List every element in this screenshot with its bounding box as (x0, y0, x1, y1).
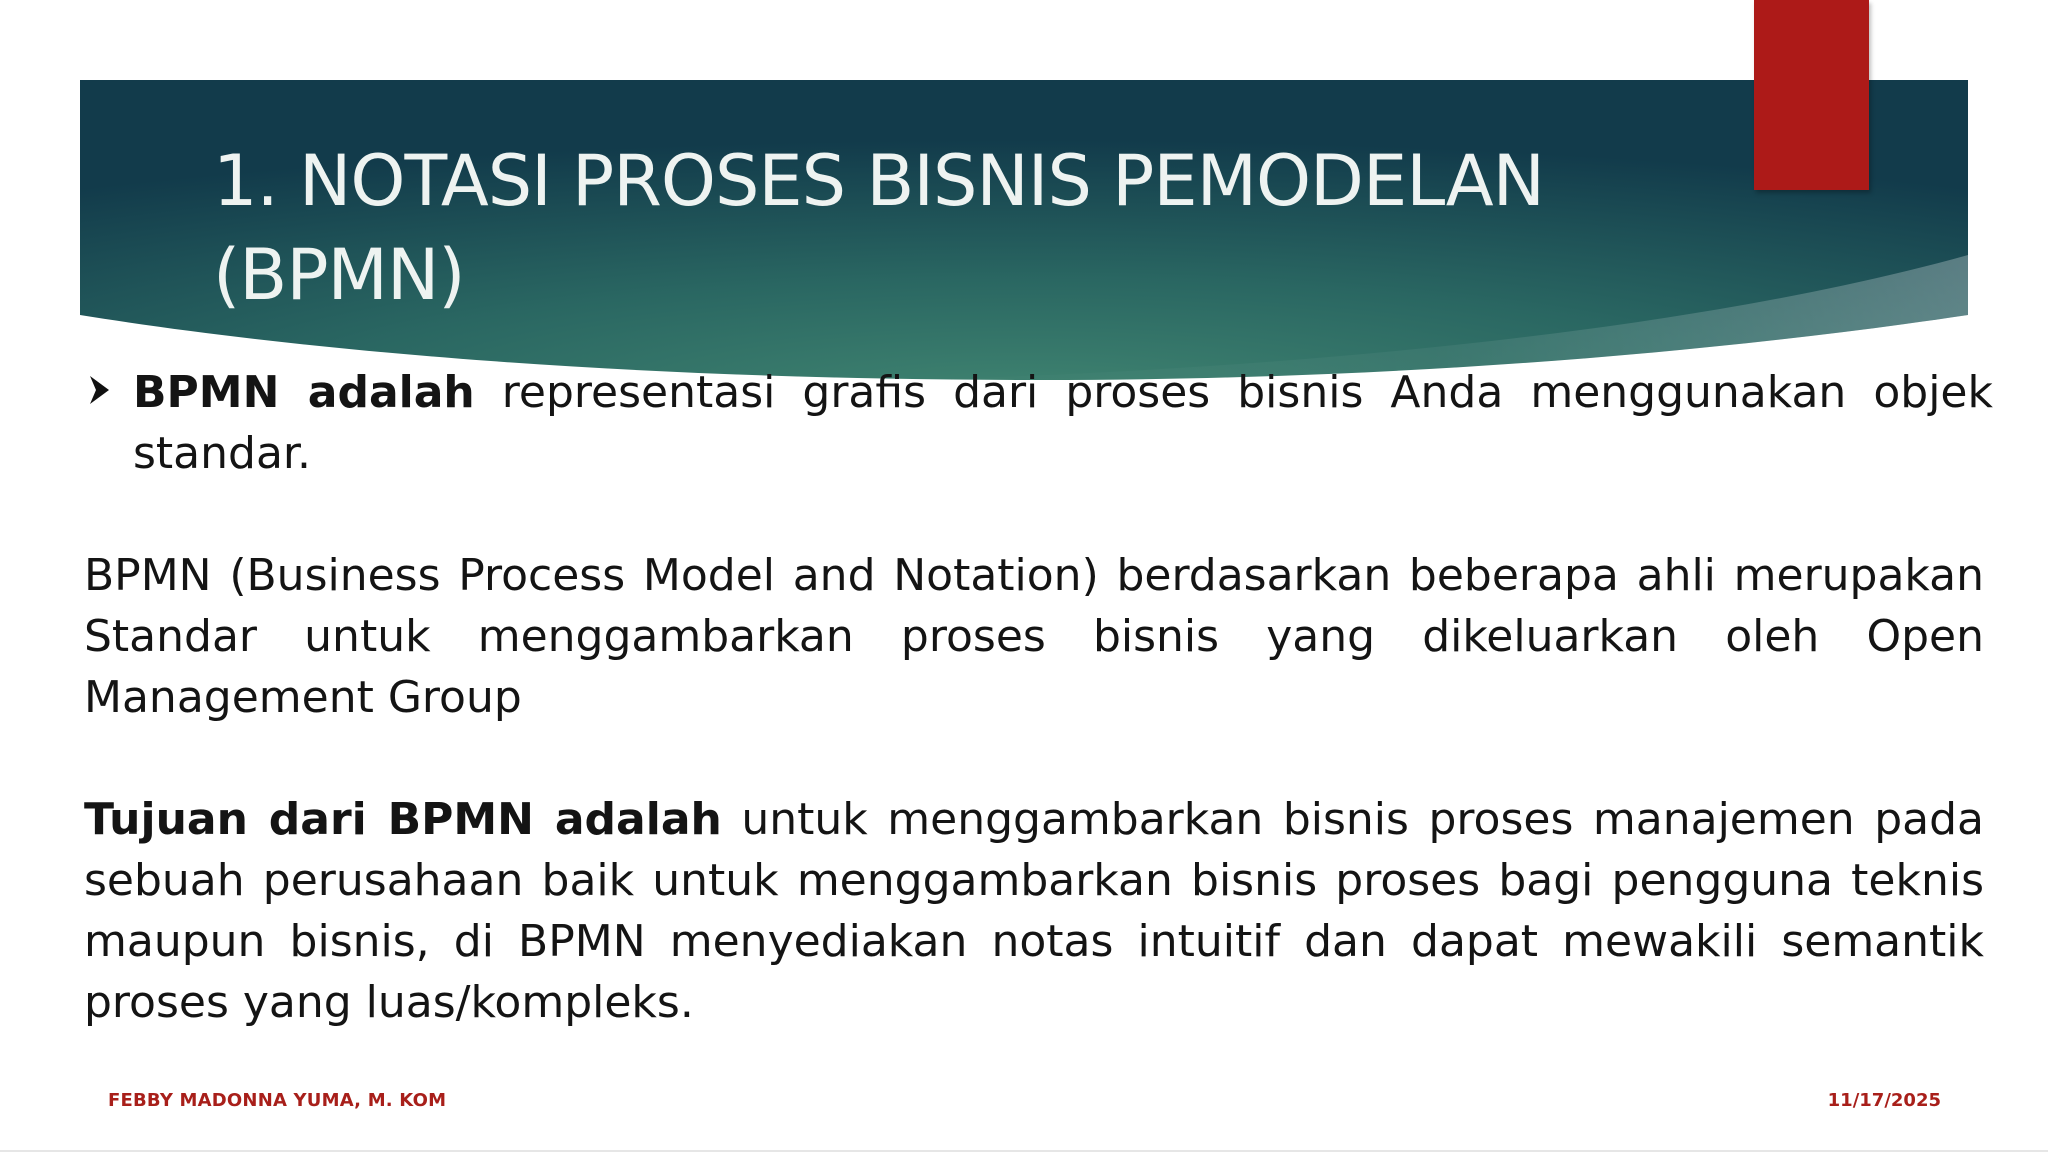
footer-author: FEBBY MADONNA YUMA, M. KOM (108, 1090, 447, 1111)
bullet-item (84, 362, 2006, 484)
paragraph-gap (84, 728, 1984, 789)
purpose-bold-term: Tujuan dari BPMN adalah (84, 794, 722, 845)
bullet-text (133, 362, 1993, 484)
accent-bar (1754, 0, 1869, 190)
arrowhead-bullet-icon (87, 362, 113, 442)
paragraph-definition: BPMN (Business Process Model and Notation) berdasarkan beberapa ahli merupakan Standar untuk menggambarkan proses bisnis yang dikeluarkan oleh Open Management Group (84, 550, 1984, 723)
paragraph-gap (84, 484, 1984, 545)
bullet-bold-term: BPMN adalah (133, 367, 475, 418)
slide-title: 1. NOTASI PROSES BISNIS PEMODELAN (BPMN) (213, 140, 1545, 316)
slide-body (84, 362, 1993, 1033)
purpose-description: untuk menggambarkan bisnis proses manajemen pada sebuah perusahaan baik untuk menggambarkan bisnis proses bagi pengguna teknis maupun bisnis, di BPMN menyediakan notas intuitif dan dapat mewakili semantik proses yang luas/kompleks. (84, 794, 1984, 1028)
bullet-description: representasi grafis dari proses bisnis Anda menggunakan objek standar. (133, 367, 1993, 479)
paragraph-purpose (84, 789, 1984, 1033)
footer-date: 11/17/2025 (1827, 1090, 1941, 1111)
